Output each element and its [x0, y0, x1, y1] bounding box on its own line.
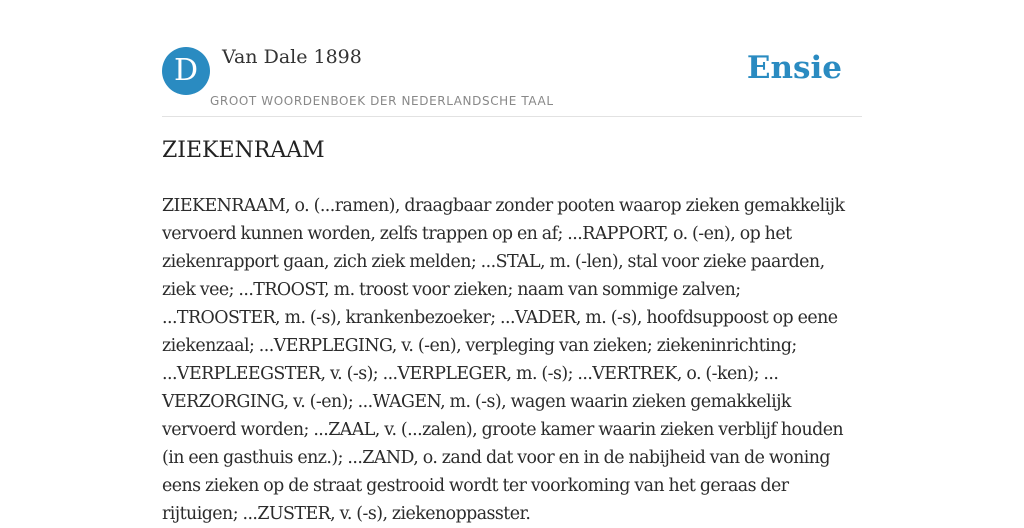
- source-subtitle: GROOT WOORDENBOEK DER NEDERLANDSCHE TAAL: [210, 94, 554, 108]
- brand-logo-link[interactable]: Ensie: [746, 50, 842, 86]
- entry-headword: ZIEKENRAAM: [162, 138, 325, 163]
- entry-definition: ZIEKENRAAM, o. (...ramen), draagbaar zonder pooten waarop zieken gemakkelijk vervoerd kunnen worden, zelfs trappen op en af; ...RAPPORT, o. (-en), op het ziekenrapport gaan, zich ziek melden; ...STAL, m. (-len), stal voor zieke paarden, ziek vee; ...TROOST, m. troost voor zieken; naam van sommige zalven; ...TROOSTER, m. (-s), krankenbezoeker; ...VADER, m. (-s), hoofdsuppoost op eene ziekenzaal; ...VERPLEGING, v. (-en), verpleging van zieken; ziekeninrichting; ...VERPLEEGSTER, v. (-s); ...VERPLEGER, m. (-s); ...VERTREK, o. (-ken); ... VERZORGING, v. (-en); ...WAGEN, m. (-s), wagen waarin zieken gemakkelijk vervoerd worden; ...ZAAL, v. (...zalen), groote kamer waarin zieken verblijf houden (in een gasthuis enz.); ...ZAND, o. zand dat voor en in de nabijheid van de woning eens zieken op de straat gestrooid wordt ter voorkoming van het geraas der rijtuigen; ...ZUSTER, v. (-s), ziekenoppasster.: [162, 196, 845, 524]
- source-header: [162, 44, 862, 117]
- source-title[interactable]: Van Dale 1898: [222, 46, 362, 68]
- source-logo-icon: D: [162, 47, 210, 95]
